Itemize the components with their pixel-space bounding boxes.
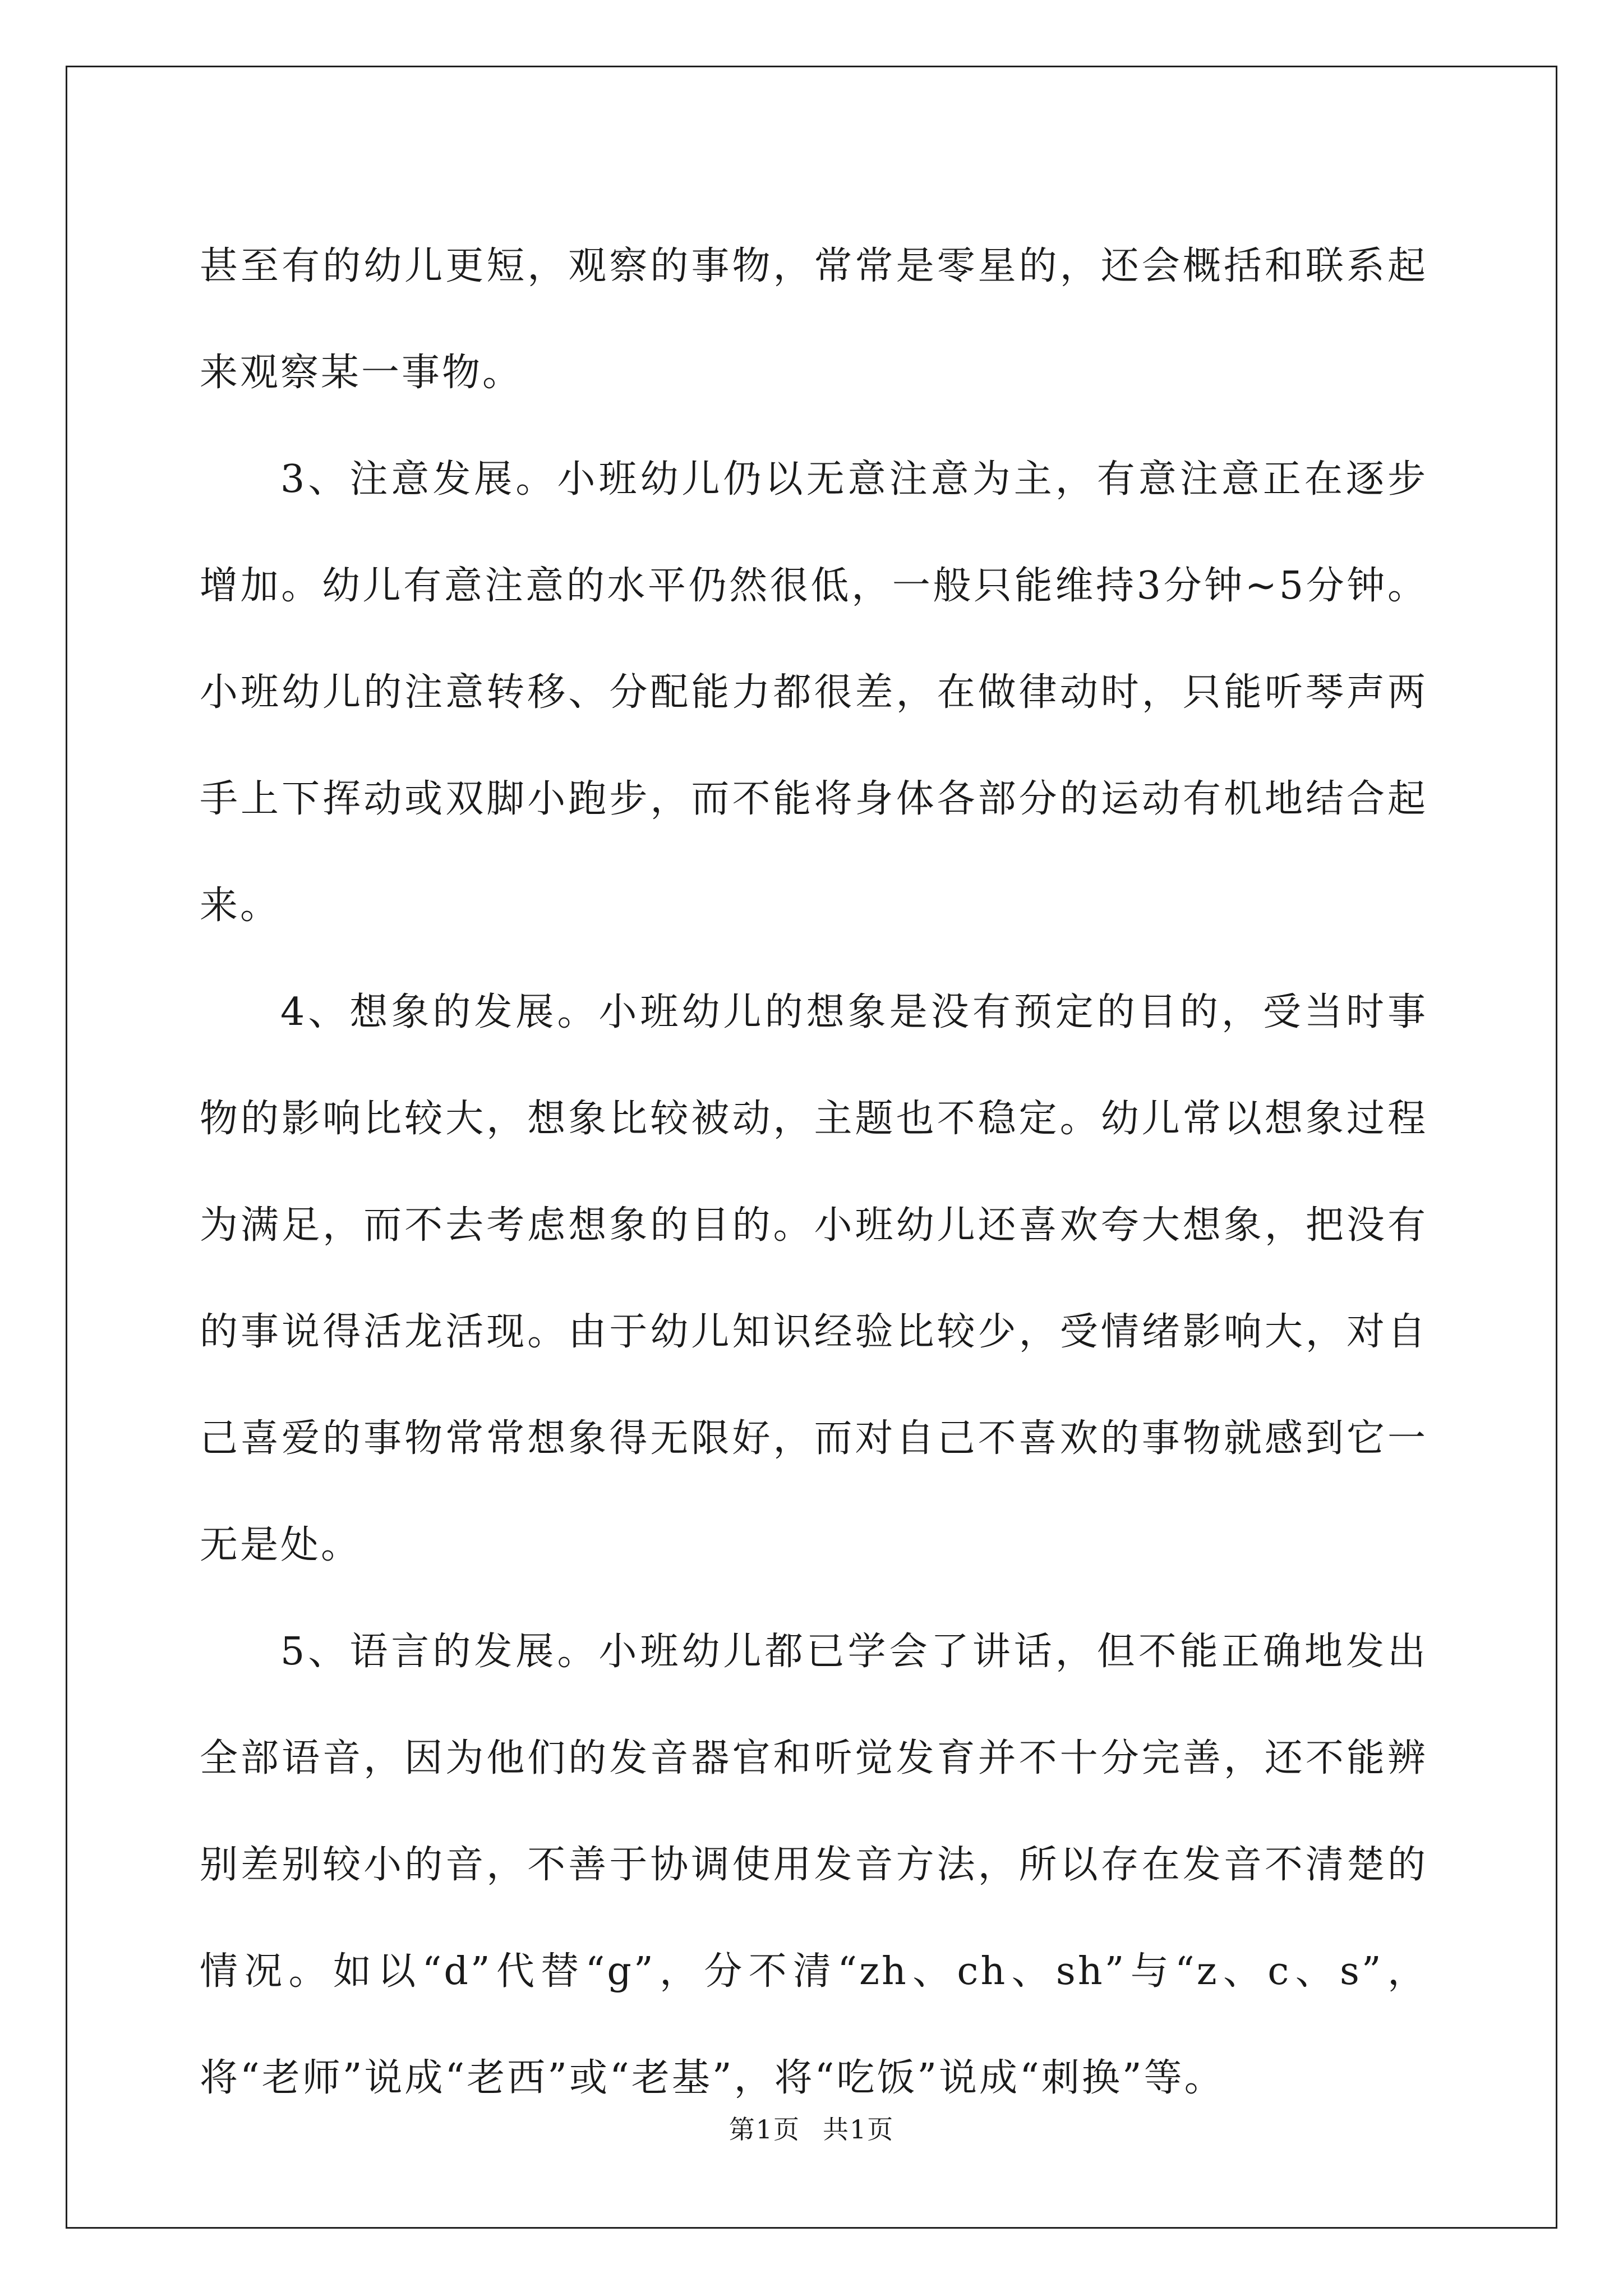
page-footer <box>0 2109 1623 2146</box>
paragraph-4: 5、语言的发展。小班幼儿都已学会了讲话，但不能正确地发出全部语音，因为他们的发音器官和听觉发育并不十分完善，还不能辨别差别较小的音，不善于协调使用发音方法，所以存在发音不清楚的情况。如以“d”代替“g”，分不清“zh、ch、sh”与“z、c、s”，将“老师”说成“老西”或“老基”，将“吃饭”说成“刺换”等。 <box>200 1630 1428 2100</box>
page-number: 第1页 <box>728 2114 800 2145</box>
document-body <box>200 213 1428 2132</box>
paragraph-1: 甚至有的幼儿更短，观察的事物，常常是零星的，还会概括和联系起来观察某一事物。 <box>200 244 1428 395</box>
paragraph-3: 4、想象的发展。小班幼儿的想象是没有预定的目的，受当时事物的影响比较大，想象比较被动，主题也不稳定。幼儿常以想象过程为满足，而不去考虑想象的目的。小班幼儿还喜欢夸大想象，把没有的事说得活龙活现。由于幼儿知识经验比较少，受情绪影响大，对自己喜爱的事物常常想象得无限好，而对自己不喜欢的事物就感到它一无是处。 <box>200 990 1428 1567</box>
paragraph-2: 3、注意发展。小班幼儿仍以无意注意为主，有意注意正在逐步增加。幼儿有意注意的水平仍然很低，一般只能维持3分钟~5分钟。小班幼儿的注意转移、分配能力都很差，在做律动时，只能听琴声两手上下挥动或双脚小跑步，而不能将身体各部分的运动有机地结合起来。 <box>200 457 1428 928</box>
page-total: 共1页 <box>823 2114 895 2145</box>
